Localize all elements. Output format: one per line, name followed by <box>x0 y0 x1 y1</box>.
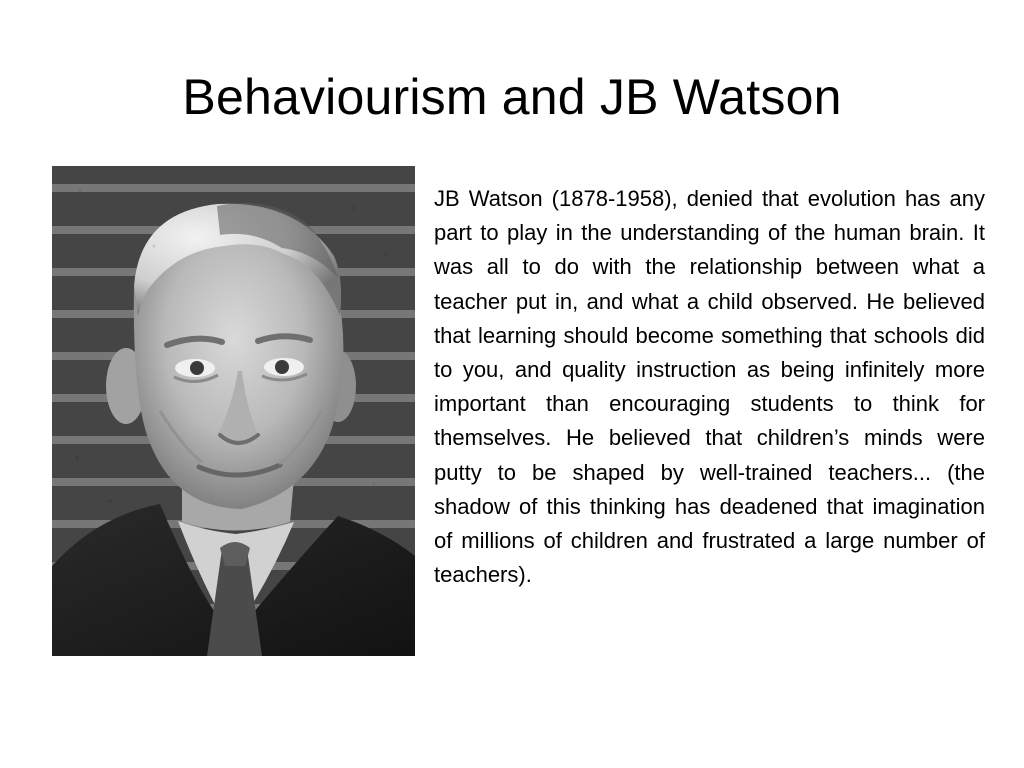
portrait-photo <box>52 166 415 656</box>
slide-title: Behaviourism and JB Watson <box>182 69 842 125</box>
portrait-illustration <box>52 166 415 656</box>
slide-body-text: JB Watson (1878-1958), denied that evolution has any part to play in the understanding of the human brain. It was all to do with the relationship between what a teacher put in, and what a child observed. He believed that learning should become something that schools did to you, and quality instruction as being infinitely more important than encouraging students to think for themselves. He believed that children’s minds were putty to be shaped by well-trained teachers... (the shadow of this thinking has deadened that imagination of millions of children and frustrated a large number of teachers). <box>434 186 985 588</box>
